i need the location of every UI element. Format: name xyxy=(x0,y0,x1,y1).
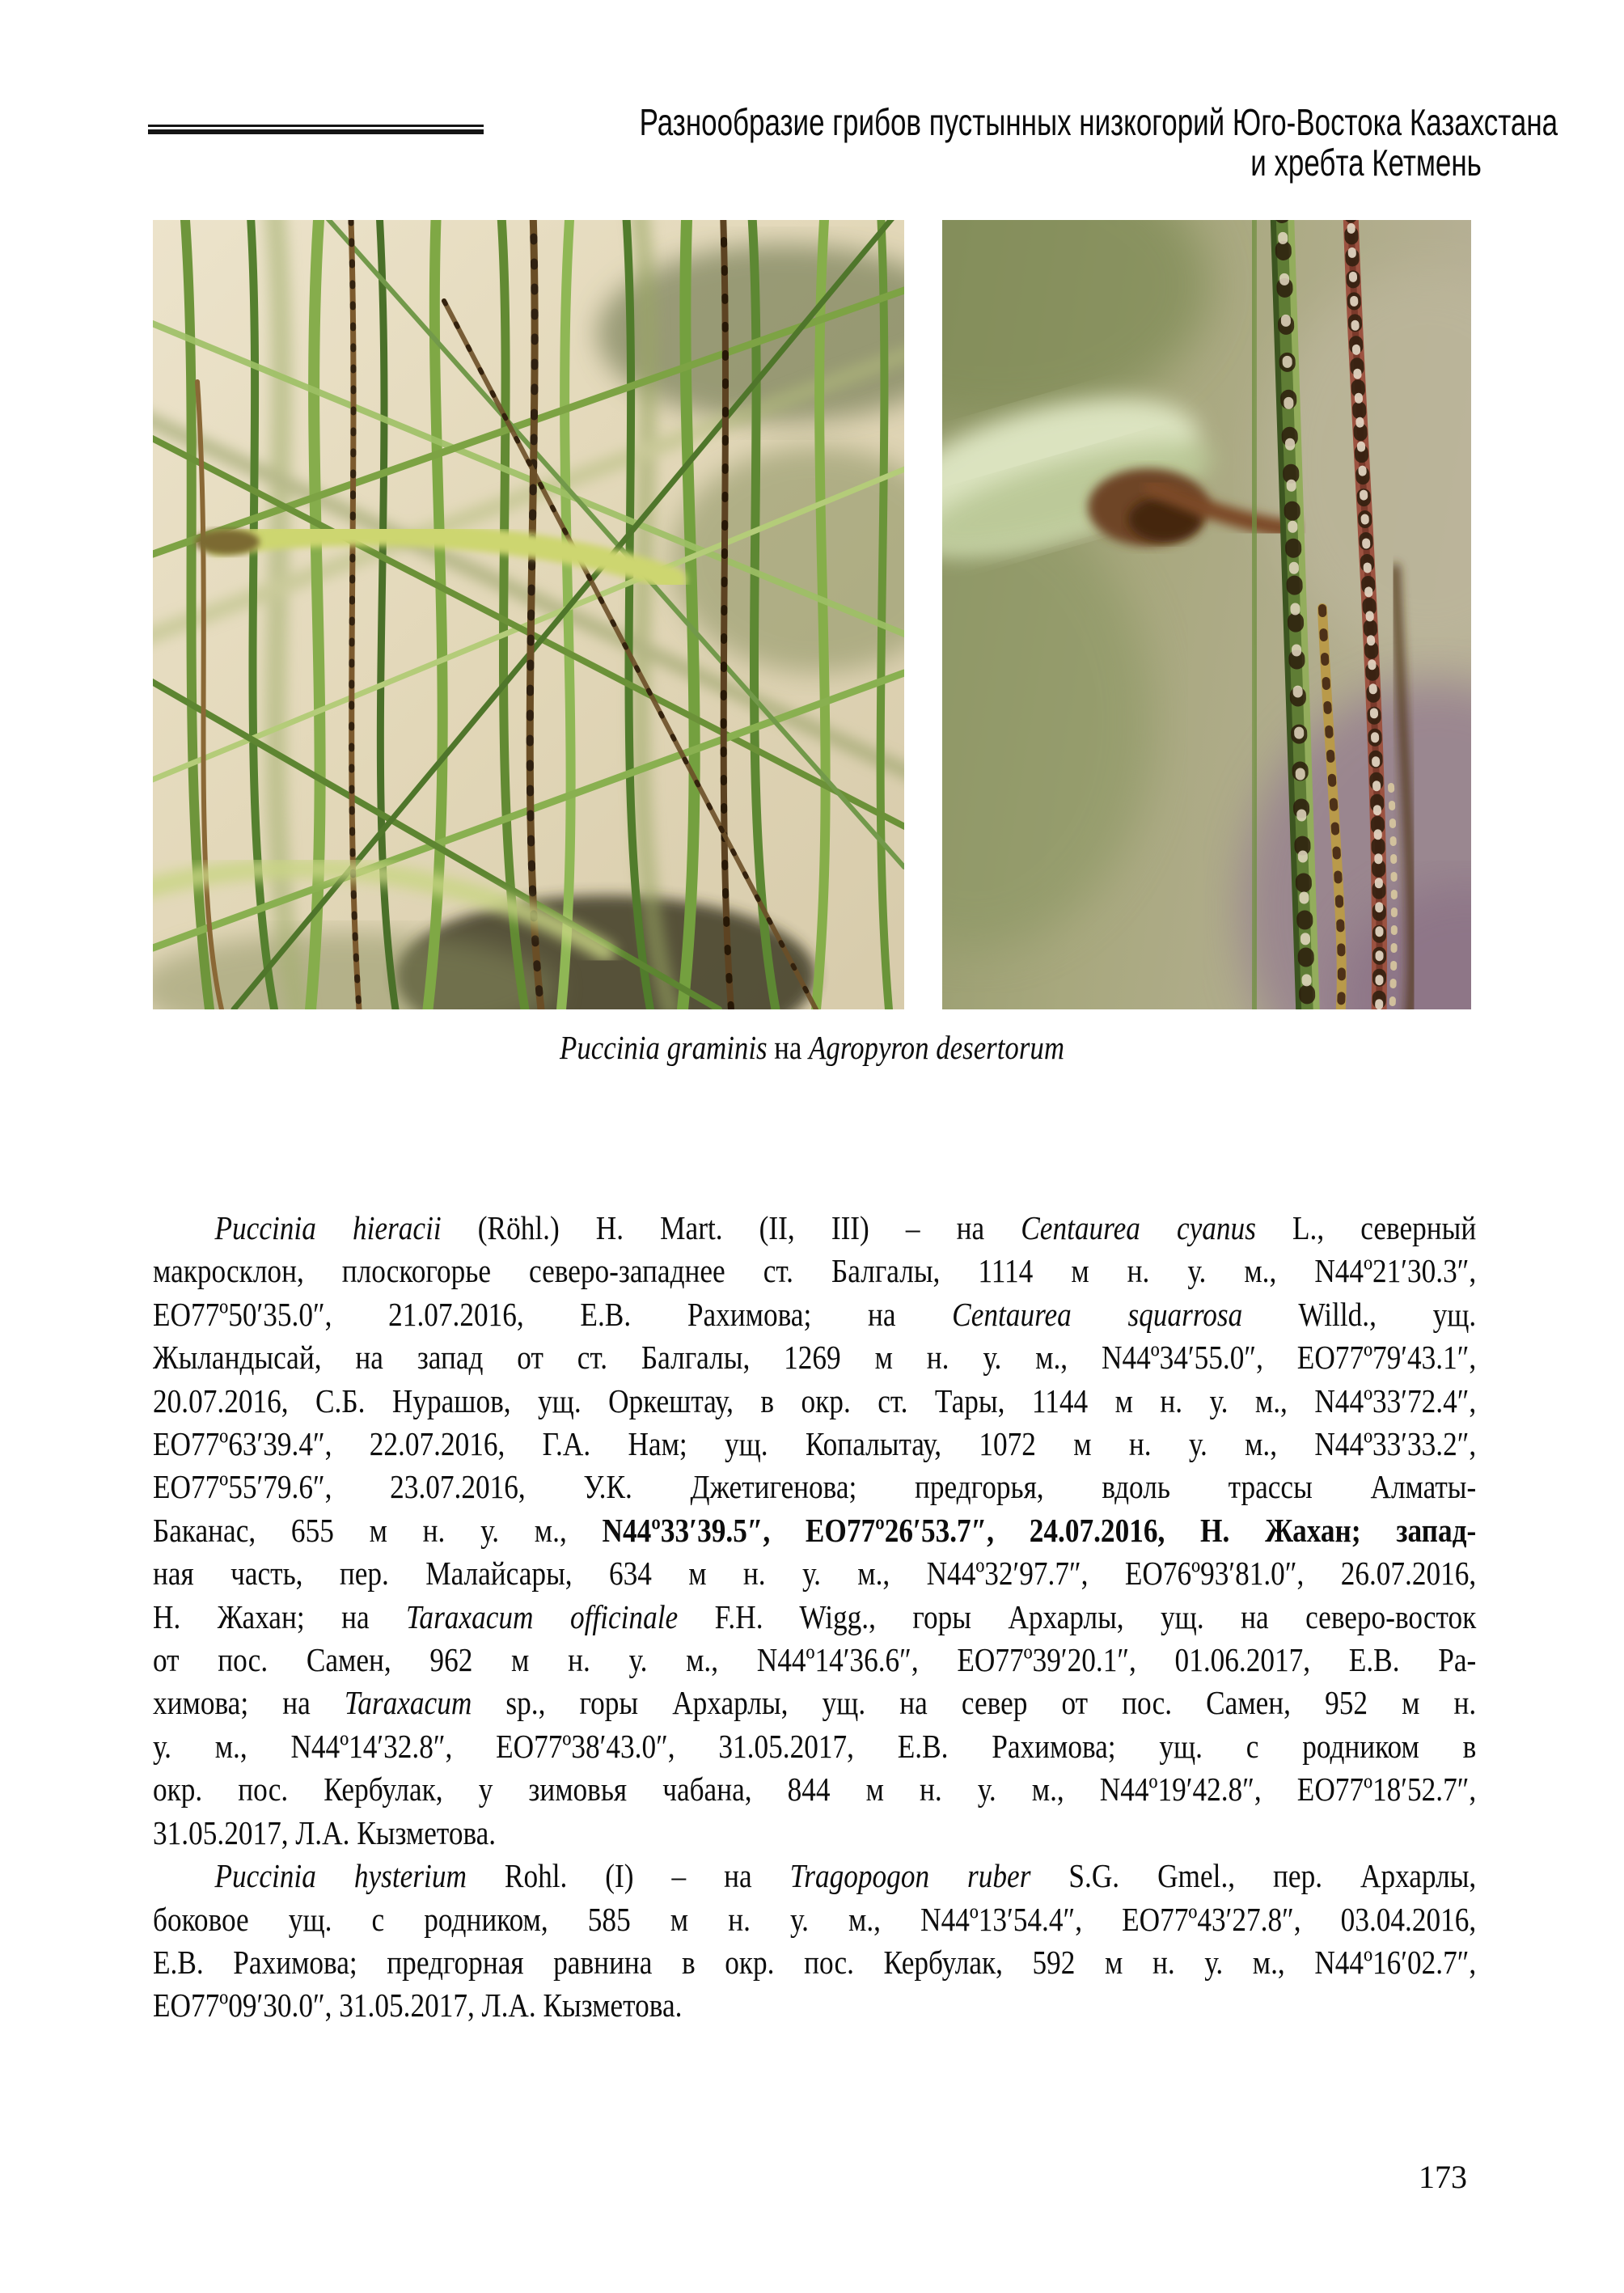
text-run: Puccinia hysterium xyxy=(214,1857,467,1895)
text-run: Taraxacum xyxy=(344,1684,472,1722)
text-run: Н. Жахан; на xyxy=(153,1597,407,1635)
text-run: макросклон, плоскогорье северо-западнее ст. Балгалы, 1114 м н. у. м., N44º21′30.3″, xyxy=(153,1252,1477,1290)
text-line xyxy=(153,1250,1476,1292)
running-head xyxy=(349,101,1558,184)
text-line xyxy=(153,1336,1476,1379)
text-line xyxy=(153,1682,1476,1724)
running-head-line2: и хребта Кетмень xyxy=(1250,142,1482,184)
text-run: L., северный xyxy=(1255,1209,1477,1246)
text-line xyxy=(153,1639,1476,1682)
figure-photo-right xyxy=(942,220,1471,1009)
text-run: на xyxy=(767,1029,810,1066)
text-run: ная часть, пер. Малайсары, 634 м н. у. м., N44º32′97.7″, EO76º93′81.0″, 26.07.2016, xyxy=(153,1555,1477,1593)
text-run: Centaurea cyanus xyxy=(1021,1209,1256,1246)
text-line xyxy=(153,1596,1476,1639)
text-run: окр. пос. Кербулак, у зимовья чабана, 844 м н. у. м., N44º19′42.8″, EO77º18′52.7″, xyxy=(153,1771,1477,1809)
text-line xyxy=(153,1855,1476,1897)
text-run: Жыландысай, на запад от ст. Балгалы, 1269 м н. у. м., N44º34′55.0″, EO77º79′43.1″, xyxy=(153,1339,1477,1377)
text-line xyxy=(153,1423,1476,1466)
text-line xyxy=(153,1207,1476,1250)
text-run: Е.В. Рахимова; предгорная равнина в окр. пос. Кербулак, 592 м н. у. м., N44º16′02.7″, xyxy=(153,1943,1477,1981)
text-run: Puccinia hieracii xyxy=(214,1209,442,1246)
text-run: Taraxacum officinale xyxy=(406,1597,679,1635)
text-run: Willd., ущ. xyxy=(1242,1295,1477,1333)
text-run: Puccinia graminis xyxy=(560,1029,768,1066)
text-run: sp., горы Архарлы, ущ. на север от пос. Самен, 952 м н. xyxy=(472,1684,1477,1722)
text-run: Tragopogon ruber xyxy=(789,1857,1031,1895)
text-line xyxy=(153,1552,1476,1595)
text-run: химова; на xyxy=(153,1684,345,1722)
text-run: у. м., N44º14′32.8″, EO77º38′43.0″, 31.05.2017, Е.В. Рахимова; ущ. с родником в xyxy=(153,1727,1477,1765)
text-run: Rohl. (I) – на xyxy=(466,1857,790,1895)
text-run: Agropyron desertorum xyxy=(809,1029,1064,1066)
paragraph xyxy=(153,1855,1476,2028)
text-run: 31.05.2017, Л.А. Кызметова. xyxy=(153,1813,497,1851)
body-text xyxy=(153,1207,1476,2028)
text-run: Centaurea squarrosa xyxy=(952,1295,1243,1333)
text-run: от пос. Самен, 962 м н. у. м., N44º14′36.6″, EO77º39′20.1″, 01.06.2017, Е.В. Ра- xyxy=(153,1641,1477,1679)
text-line xyxy=(153,1898,1476,1941)
text-run: боковое ущ. с родником, 585 м н. у. м., N44º13′54.4″, EO77º43′27.8″, 03.04.2016, xyxy=(153,1900,1477,1938)
text-run: F.H. Wigg., горы Архарлы, ущ. на северо-восток xyxy=(678,1597,1477,1635)
text-run: EO77º09′30.0″, 31.05.2017, Л.А. Кызметова. xyxy=(153,1986,683,2024)
text-run: EO77º63′39.4″, 22.07.2016, Г.А. Нам; ущ. Копалытау, 1072 м н. у. м., N44º33′33.2″, xyxy=(153,1425,1477,1463)
text-run: N44º33′39.5″, EO77º26′53.7″, 24.07.2016, Н. Жахан; запад- xyxy=(602,1511,1477,1549)
paragraph xyxy=(153,1207,1476,1855)
text-line xyxy=(153,1812,1476,1855)
text-line xyxy=(153,1768,1476,1811)
text-run: (Röhl.) H. Mart. (II, III) – на xyxy=(441,1209,1021,1246)
text-line xyxy=(153,1984,1476,2027)
text-run: S.G. Gmel., пер. Архарлы, xyxy=(1030,1857,1477,1895)
text-run: 20.07.2016, С.Б. Нурашов, ущ. Оркештау, в окр. ст. Тары, 1144 м н. у. м., N44º33′72.4″, xyxy=(153,1381,1477,1419)
running-head-line1: Разнообразие грибов пустынных низкогорий Юго-Востока Казахстана xyxy=(639,101,1558,143)
text-run: EO77º50′35.0″, 21.07.2016, Е.В. Рахимова; на xyxy=(153,1295,953,1333)
page-number: 173 xyxy=(1419,2159,1467,2195)
text-line xyxy=(153,1466,1476,1508)
figure-caption-text xyxy=(560,1027,1064,1068)
text-run: Баканас, 655 м н. у. м., xyxy=(153,1511,603,1549)
text-line xyxy=(153,1380,1476,1423)
text-line xyxy=(153,1293,1476,1336)
text-line xyxy=(153,1509,1476,1552)
figure-photo-left xyxy=(153,220,904,1009)
text-line xyxy=(153,1941,1476,1984)
figure-caption xyxy=(153,1027,1471,1068)
text-line xyxy=(153,1725,1476,1768)
text-run: EO77º55′79.6″, 23.07.2016, У.К. Джетигенова; предгорья, вдоль трассы Алматы- xyxy=(153,1468,1477,1506)
